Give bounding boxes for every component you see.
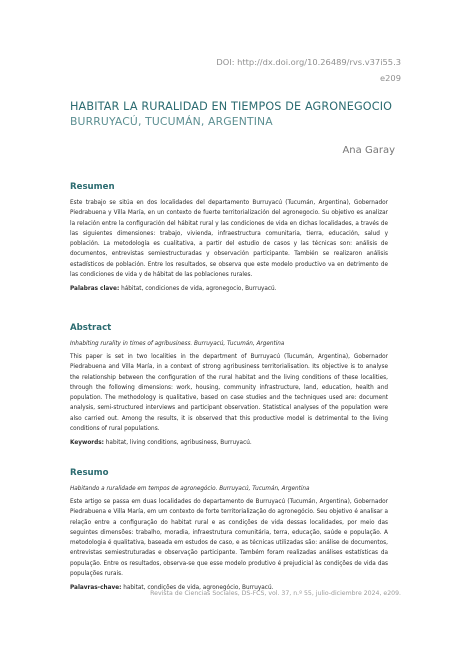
article-title	[70, 100, 400, 129]
abstract-keywords-value: habitat, living conditions, agribusiness, Burruyacú.	[105, 440, 252, 447]
resumo-heading: Resumo	[70, 468, 109, 478]
abstract-section	[70, 323, 388, 448]
resumo-section	[70, 468, 388, 593]
abstract-keywords-label: Keywords:	[70, 440, 104, 447]
doi-block	[216, 54, 401, 86]
author-name: Ana Garay	[342, 145, 395, 156]
abstract-heading: Abstract	[70, 323, 112, 333]
title-subtitle: BURRUYACÚ, TUCUMÁN, ARGENTINA	[70, 115, 273, 128]
resumo-keywords-label: Palavras-chave:	[70, 585, 122, 592]
title-main: HABITAR LA RURALIDAD EN TIEMPOS DE AGRONEGOCIO	[70, 100, 393, 113]
resumen-keywords-label: Palabras clave:	[70, 286, 120, 293]
resumen-section	[70, 182, 388, 294]
resumen-keywords	[70, 284, 388, 294]
resumen-heading: Resumen	[70, 182, 115, 192]
journal-footer: Revista de Ciencias Sociales, DS-FCS, vol. 37, n.º 55, julio-diciembre 2024, e209.	[150, 590, 401, 597]
abstract-keywords	[70, 438, 388, 448]
abstract-subtitle: Inhabiting rurality in times of agribusiness. Burruyacú, Tucumán, Argentina	[70, 341, 285, 347]
doi-link[interactable]: DOI: http://dx.doi.org/10.26489/rvs.v37i55.3	[216, 57, 401, 67]
resumen-keywords-value: hábitat, condiciones de vida, agronegocio, Burruyacú.	[121, 286, 277, 293]
resumo-text: Este artigo se passa em duas localidades do departamento de Burruyacú (Tucumán, Argentina), Gobernador Piedrabuena e Villa María, em um contexto de forte territorialização do agronegócio. Seu objetivo é analisar a relação entre a configuração do habitat rural e as condições de vida dessas localidades, por meio das seguintes dimensões: trabalho, moradia, infraestrutura comunitária, terra, educação, saúde e população. A metodologia é qualitativa, baseada em estudos de caso, e as técnicas utilizadas são: análise de documentos, entrevistas semiestruturadas e observação participante. Também foram realizadas análises estatísticas da população. Entre os resultados, observa-se que esse modelo produtivo é prejudicial às condições de vida das populações rurais.	[70, 499, 388, 578]
resumo-keywords-value: habitat, condições de vida, agronegócio, Burruyacú.	[123, 585, 274, 592]
article-id: e209	[380, 73, 401, 83]
abstract-text: This paper is set in two localities in the department of Burruyacú (Tucumán, Argentina), Gobernador Piedrabuena and Villa María, in a context of strong agribusiness territorialisation. Its objective is to analyse the relationship between the configuration of the rural habitat and the living conditions of these localities, through the following dimensions: work, housing, community infrastructure, land, education, health and population. The methodology is qualitative, based on case studies and the techniques used are: document analysis, semi-structured interviews and participant observation. Statistical analyses of the population were also carried out. Among the results, it is observed that this productive model is detrimental to the living conditions of rural populations.	[70, 354, 388, 433]
resumo-subtitle: Habitando a ruralidade em tempos de agronegócio. Burruyacú, Tucumán, Argentina	[70, 486, 310, 492]
resumen-text: Este trabajo se sitúa en dos localidades del departamento Burruyacú (Tucumán, Argentina), Gobernador Piedrabuena y Villa María, en un contexto de fuerte territorialización del agronegocio. Su objetivo es analizar la relación entre la configuración del hábitat rural y las condiciones de vida en dichas localidades, a través de las siguientes dimensiones: trabajo, vivienda, infraestructura comunitaria, tierra, educación, salud y población. La metodología es cualitativa, a partir del estudio de casos y las técnicas son: análisis de documentos, entrevistas semiestructuradas y observación participante. También se realizaron análisis estadísticos de población. Entre los resultados, se observa que este modelo productivo va en detrimento de las condiciones de vida y de hábitat de las poblaciones rurales.	[70, 200, 388, 279]
